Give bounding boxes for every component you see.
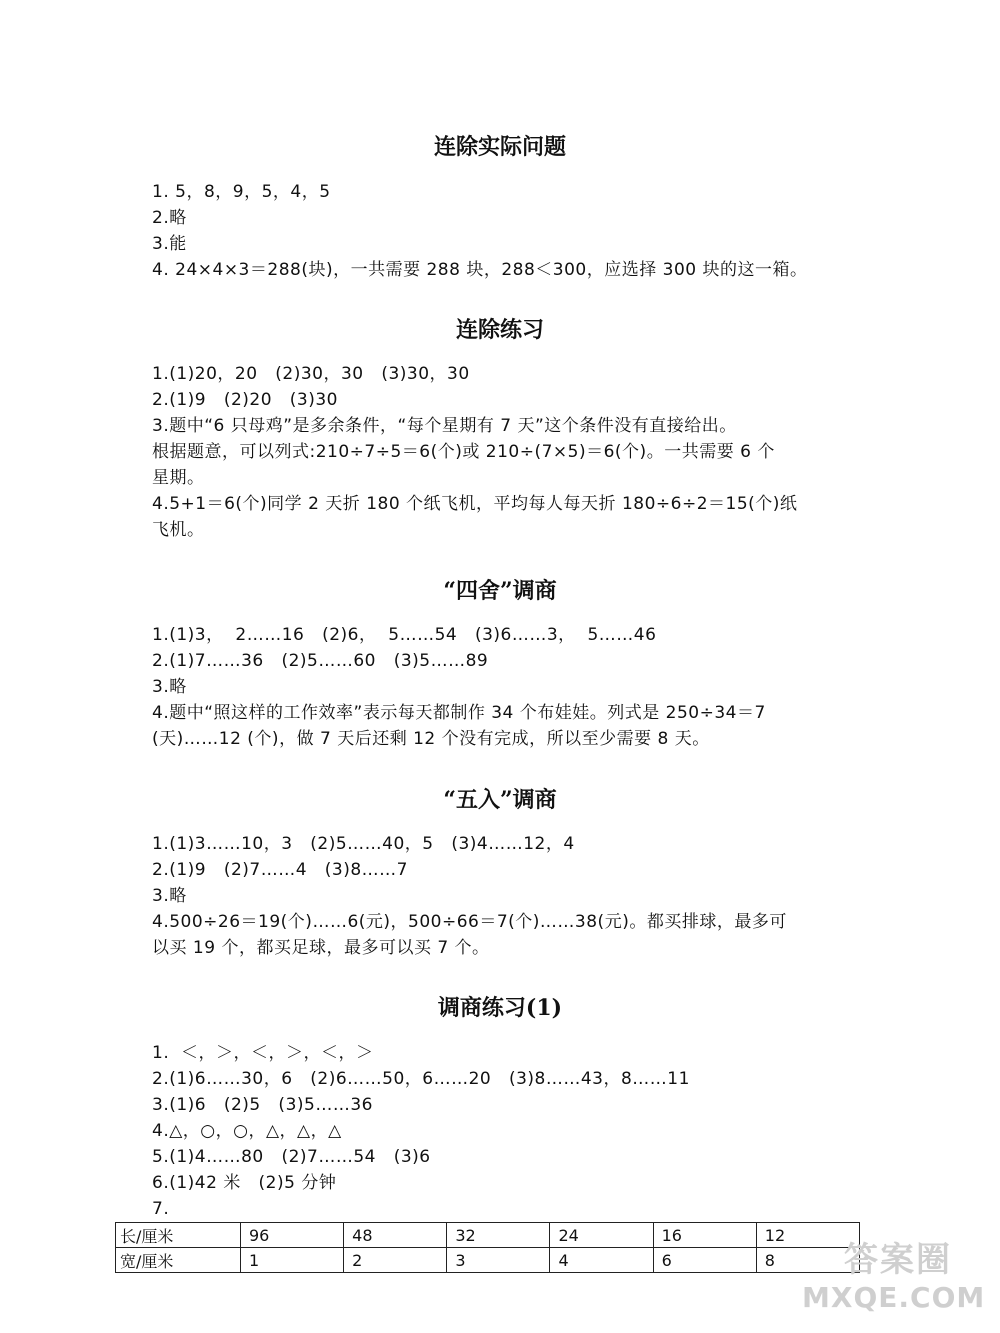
section-title-text: 连除练习 xyxy=(455,317,544,343)
answer-line: 星期。 xyxy=(152,468,205,488)
answer-line: 5.(1)4……80 (2)7……54 (3)6 xyxy=(152,1147,431,1167)
section-title-text: “五入”调商 xyxy=(443,787,557,813)
section-title xyxy=(0,576,1000,606)
answer-line: 3.(1)6 (2)5 (3)5……36 xyxy=(152,1095,373,1115)
section-body xyxy=(152,622,872,752)
watermark-logo xyxy=(802,1232,986,1328)
section-body xyxy=(152,361,872,543)
section-title-text: “四舍”调商 xyxy=(443,578,557,604)
answer-line: 3.题中“6 只母鸡”是多余条件，“每个星期有 7 天”这个条件没有直接给出。 xyxy=(152,416,737,436)
section-title xyxy=(0,785,1000,815)
section-title xyxy=(0,315,1000,345)
answer-line: 4.△，○，○，△，△，△ xyxy=(152,1121,342,1141)
table-cell: 96 xyxy=(241,1223,344,1248)
section-body xyxy=(152,1040,872,1222)
answer-line: 2.(1)7……36 (2)5……60 (3)5……89 xyxy=(152,651,489,671)
section-title-text: 连除实际问题 xyxy=(433,134,566,160)
answer-line: 根据题意，可以列式:210÷7÷5＝6(个)或 210÷(7×5)＝6(个)。一共需要 6 个 xyxy=(152,442,775,462)
answer-line: 1.(1)3， 2……16 (2)6， 5……54 (3)6……3， 5……46 xyxy=(152,625,657,645)
answer-line: 2.(1)9 (2)7……4 (3)8……7 xyxy=(152,860,408,880)
table-row xyxy=(116,1248,860,1273)
table-cell: 16 xyxy=(653,1223,756,1248)
answer-line: 飞机。 xyxy=(152,520,205,540)
table-cell: 24 xyxy=(550,1223,653,1248)
table-cell: 1 xyxy=(241,1248,344,1273)
table-cell: 8 xyxy=(756,1248,859,1273)
table-cell: 6 xyxy=(653,1248,756,1273)
table-cell: 3 xyxy=(447,1248,550,1273)
answer-line: (天)……12 (个)，做 7 天后还剩 12 个没有完成，所以至少需要 8 天。 xyxy=(152,729,710,749)
answer-line: 1.(1)20，20 (2)30，30 (3)30，30 xyxy=(152,364,470,384)
answer-line: 1.(1)3……10，3 (2)5……40，5 (3)4……12，4 xyxy=(152,834,575,854)
answer-line: 4.500÷26＝19(个)……6(元)，500÷66＝7(个)……38(元)。都买排球，最多可 xyxy=(152,912,787,932)
section-body xyxy=(152,831,872,961)
section-title xyxy=(0,993,1000,1023)
row-header: 宽/厘米 xyxy=(116,1248,241,1273)
answer-line: 4.题中“照这样的工作效率”表示每天都制作 34 个布娃娃。列式是 250÷34＝7 xyxy=(152,703,766,723)
table-row xyxy=(116,1223,860,1248)
length-width-table xyxy=(115,1222,860,1273)
answer-line: 7. xyxy=(152,1199,170,1219)
answer-line: 2.(1)6……30，6 (2)6……50，6……20 (3)8……43，8……11 xyxy=(152,1069,690,1089)
answer-line: 2.略 xyxy=(152,208,187,228)
answer-line: 4. 24×4×3＝288(块)，一共需要 288 块，288＜300，应选择 300 块的这一箱。 xyxy=(152,260,808,280)
section-title-text: 调商练习(1) xyxy=(437,995,563,1021)
answer-line: 6.(1)42 米 (2)5 分钟 xyxy=(152,1173,337,1193)
table-cell: 4 xyxy=(550,1248,653,1273)
row-header: 长/厘米 xyxy=(116,1223,241,1248)
table-cell: 2 xyxy=(344,1248,447,1273)
table-cell: 12 xyxy=(756,1223,859,1248)
answer-line: 3.略 xyxy=(152,677,187,697)
answer-line: 3.略 xyxy=(152,886,187,906)
answer-line: 1. ＜，＞，＜，＞，＜，＞ xyxy=(152,1043,374,1063)
watermark-logo-text: 答案圈 xyxy=(844,1240,952,1280)
table-cell: 48 xyxy=(344,1223,447,1248)
table-cell: 32 xyxy=(447,1223,550,1248)
answer-line: 以买 19 个，都买足球，最多可以买 7 个。 xyxy=(152,938,490,958)
answer-line: 2.(1)9 (2)20 (3)30 xyxy=(152,390,338,410)
answer-line: 1. 5，8，9，5，4，5 xyxy=(152,182,331,202)
watermark-site-text: MXQE.COM xyxy=(802,1281,986,1314)
section-title xyxy=(0,132,1000,162)
answer-line: 3.能 xyxy=(152,234,187,254)
answer-line: 4.5+1＝6(个)同学 2 天折 180 个纸飞机，平均每人每天折 180÷6÷2＝15(个)纸 xyxy=(152,494,798,514)
section-body xyxy=(152,179,872,283)
